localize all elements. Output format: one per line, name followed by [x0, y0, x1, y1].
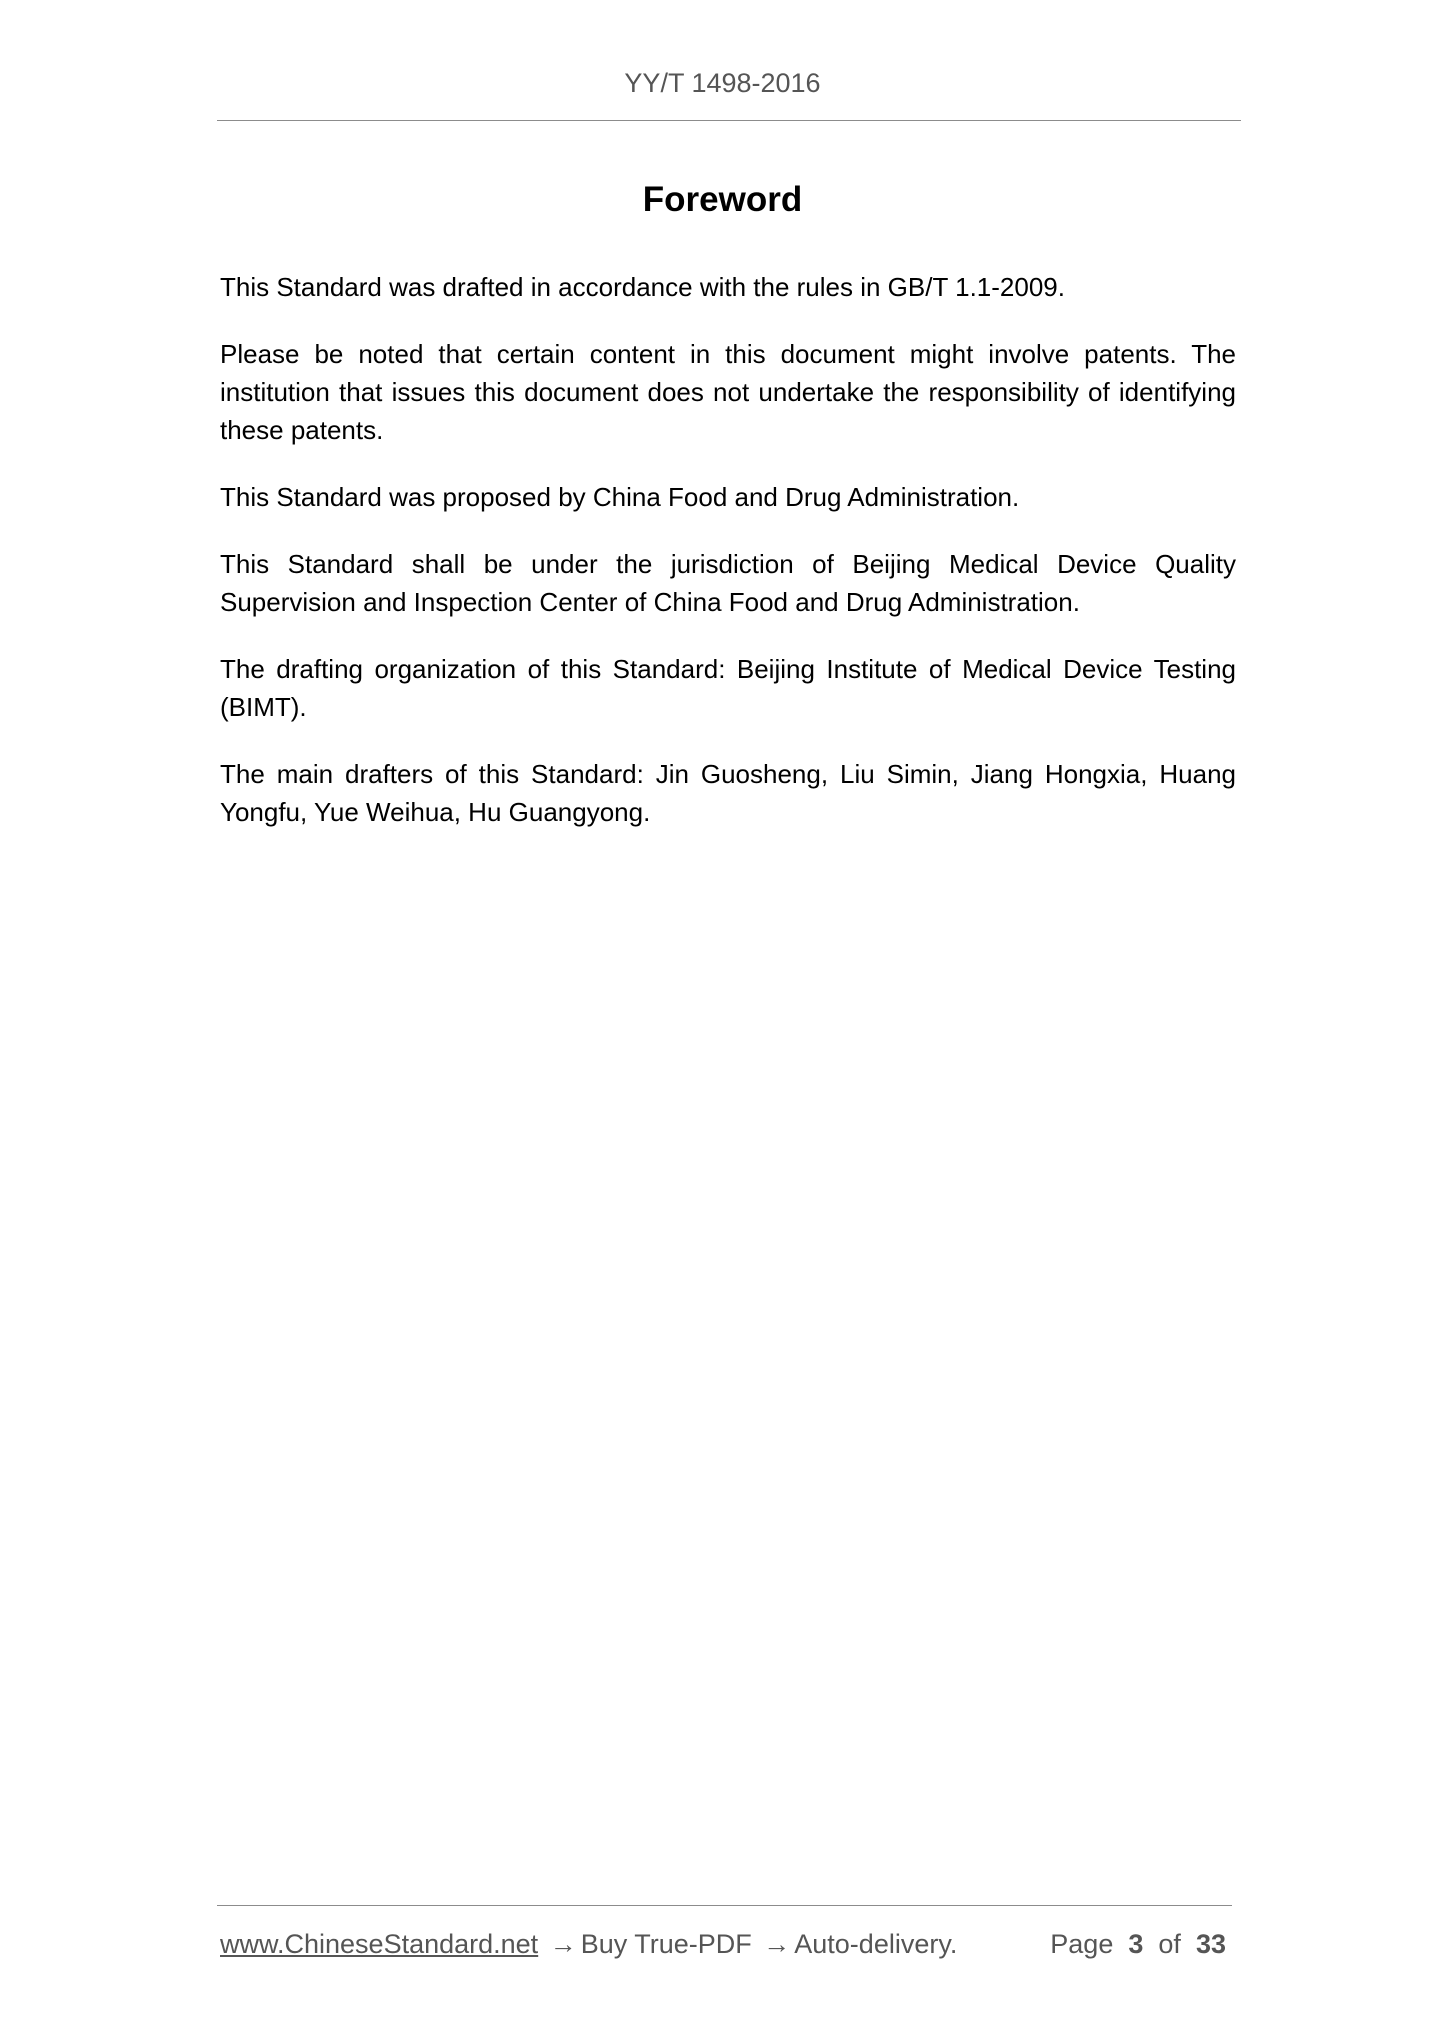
page-number	[1050, 1925, 1226, 1963]
page-of-label: of	[1158, 1929, 1181, 1959]
footer-buy-step: Buy True-PDF	[580, 1929, 752, 1959]
total-pages-number: 33	[1195, 1929, 1226, 1959]
page-label: Page	[1050, 1929, 1114, 1959]
page-header-code: YY/T 1498-2016	[624, 68, 821, 98]
paragraph-drafting-rules: This Standard was drafted in accordance with the rules in GB/T 1.1-2009.	[220, 272, 1065, 302]
footer-purchase-info	[220, 1925, 957, 1963]
arrow-right-icon: →	[549, 1929, 577, 1959]
website-link[interactable]: www.ChineseStandard.net	[220, 1929, 539, 1959]
paragraph-proposed-by: This Standard was proposed by China Food and Drug Administration.	[220, 482, 1020, 512]
footer-delivery-step: Auto-delivery.	[794, 1929, 958, 1959]
page-title: Foreword	[642, 180, 803, 219]
paragraph-patents-notice: Please be noted that certain content in this document might involve patents. The institution that issues this document does not undertake the responsibility of identifying these patents.	[220, 339, 1236, 445]
footer-divider	[217, 1905, 1232, 1906]
paragraph-main-drafters: The main drafters of this Standard: Jin Guosheng, Liu Simin, Jiang Hongxia, Huang Yongfu, Yue Weihua, Hu Guangyong.	[220, 759, 1236, 827]
current-page-number: 3	[1128, 1929, 1144, 1959]
paragraph-drafting-organization: The drafting organization of this Standard: Beijing Institute of Medical Device Testing (BIMT).	[220, 654, 1236, 722]
arrow-right-icon: →	[763, 1929, 791, 1959]
header-divider	[217, 120, 1241, 121]
paragraph-jurisdiction: This Standard shall be under the jurisdiction of Beijing Medical Device Quality Supervision and Inspection Center of China Food and Drug Administration.	[220, 549, 1236, 617]
document-body	[220, 268, 1236, 860]
